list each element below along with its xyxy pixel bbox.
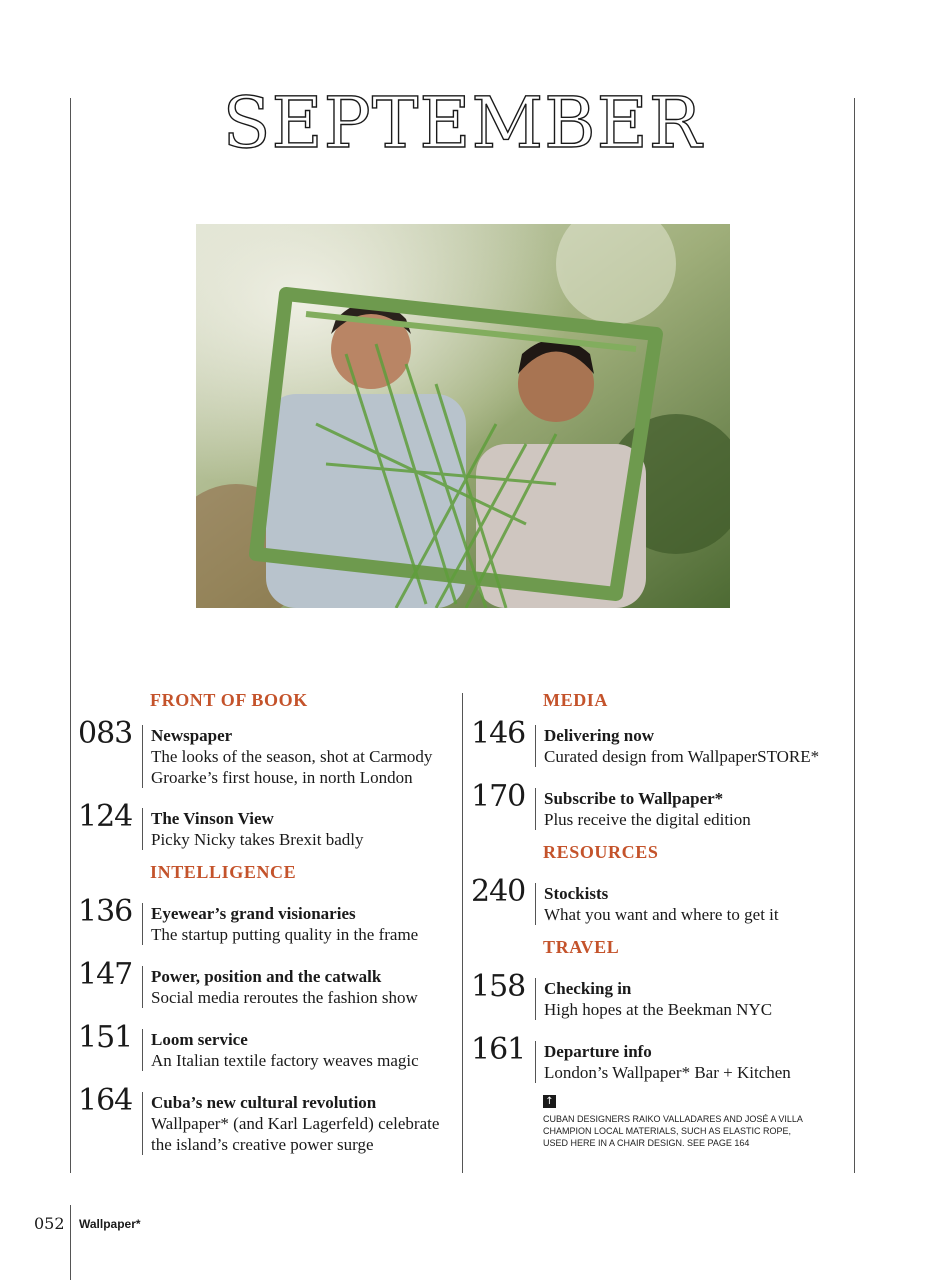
entry-description: Picky Nicky takes Brexit badly — [151, 830, 364, 849]
page-number: 083 — [78, 716, 133, 751]
page-number: 161 — [471, 1032, 526, 1067]
entry-description: An Italian textile factory weaves magic — [151, 1051, 419, 1070]
contents-entry[interactable] — [78, 1083, 462, 1155]
entry-heading: Stockists — [544, 884, 609, 903]
entry-heading: Checking in — [544, 979, 632, 998]
entry-description: the island’s creative power surge — [151, 1135, 374, 1154]
entry-body — [535, 1041, 791, 1083]
footer-brand: Wallpaper* — [79, 1216, 141, 1231]
arrow-up-icon: ↑ — [543, 1095, 556, 1108]
caption-text — [543, 1113, 813, 1149]
entry-description: London’s Wallpaper* Bar + Kitchen — [544, 1063, 791, 1082]
page-number: 240 — [471, 874, 526, 909]
entry-description: Social media reroutes the fashion show — [151, 988, 418, 1007]
contents-entry[interactable] — [471, 779, 855, 830]
page-number: 164 — [78, 1083, 133, 1118]
entry-body — [535, 883, 779, 925]
section-label-media: MEDIA — [543, 690, 608, 710]
contents-entry[interactable] — [471, 1032, 855, 1083]
entry-body — [535, 978, 772, 1020]
section-label-intelligence: INTELLIGENCE — [150, 862, 297, 882]
entry-heading: The Vinson View — [151, 809, 274, 828]
contents-entry[interactable] — [78, 799, 462, 850]
entry-heading: Loom service — [151, 1030, 248, 1049]
caption-line: CUBAN DESIGNERS RAIKO VALLADARES AND JOSÉ A VILLA — [543, 1114, 803, 1124]
left-page-rule — [70, 98, 71, 1173]
entry-body — [142, 1092, 439, 1155]
entry-body — [142, 725, 432, 788]
caption-line: CHAMPION LOCAL MATERIALS, SUCH AS ELASTIC ROPE, — [543, 1126, 792, 1136]
section-label-front-of-book: FRONT OF BOOK — [150, 690, 308, 710]
page-number: 124 — [78, 799, 133, 834]
entry-body — [142, 903, 418, 945]
entry-description: Groarke’s first house, in north London — [151, 768, 413, 787]
entry-heading: Delivering now — [544, 726, 655, 745]
entry-heading: Power, position and the catwalk — [151, 967, 382, 986]
entry-heading: Subscribe to Wallpaper* — [544, 789, 724, 808]
entry-body — [535, 725, 819, 767]
photo-caption — [543, 1091, 855, 1149]
caption-line: USED HERE IN A CHAIR DESIGN. SEE PAGE 164 — [543, 1138, 750, 1148]
footer-page-number: 052 — [34, 1214, 65, 1233]
entry-description: High hopes at the Beekman NYC — [544, 1000, 773, 1019]
entry-heading: Newspaper — [151, 726, 233, 745]
contents-entry[interactable] — [78, 894, 462, 945]
feature-photo-illustration — [196, 224, 730, 608]
contents-entry[interactable] — [471, 874, 855, 925]
entry-body — [535, 788, 751, 830]
entry-description: The startup putting quality in the frame — [151, 925, 419, 944]
page-number: 158 — [471, 969, 526, 1004]
page-number: 146 — [471, 716, 526, 751]
entry-description: What you want and where to get it — [544, 905, 779, 924]
contents-left-column — [78, 690, 462, 1155]
page-number: 136 — [78, 894, 133, 929]
entry-body — [142, 1029, 419, 1071]
entry-description: Curated design from WallpaperSTORE* — [544, 747, 820, 766]
entry-description: The looks of the season, shot at Carmody — [151, 747, 433, 766]
page-number: 170 — [471, 779, 526, 814]
section-label-resources: RESOURCES — [543, 842, 659, 862]
section-label-travel: TRAVEL — [543, 937, 620, 957]
contents-entry[interactable] — [78, 957, 462, 1008]
entry-description: Wallpaper* (and Karl Lagerfeld) celebrate — [151, 1114, 440, 1133]
contents-entry[interactable] — [78, 1020, 462, 1071]
contents-entry[interactable] — [471, 969, 855, 1020]
entry-body — [142, 966, 418, 1008]
page-number: 151 — [78, 1020, 133, 1055]
page-title: SEPTEMBER — [222, 82, 703, 164]
contents-right-column — [471, 690, 855, 1149]
contents-entry[interactable] — [471, 716, 855, 767]
page-number: 147 — [78, 957, 133, 992]
entry-heading: Departure info — [544, 1042, 652, 1061]
contents-entry[interactable] — [78, 716, 462, 788]
entry-body — [142, 808, 363, 850]
entry-description: Plus receive the digital edition — [544, 810, 751, 829]
page-footer — [34, 1214, 141, 1233]
entry-heading: Cuba’s new cultural revolution — [151, 1093, 377, 1112]
entry-heading: Eyewear’s grand visionaries — [151, 904, 356, 923]
feature-photo — [196, 224, 730, 608]
column-divider — [462, 693, 463, 1173]
